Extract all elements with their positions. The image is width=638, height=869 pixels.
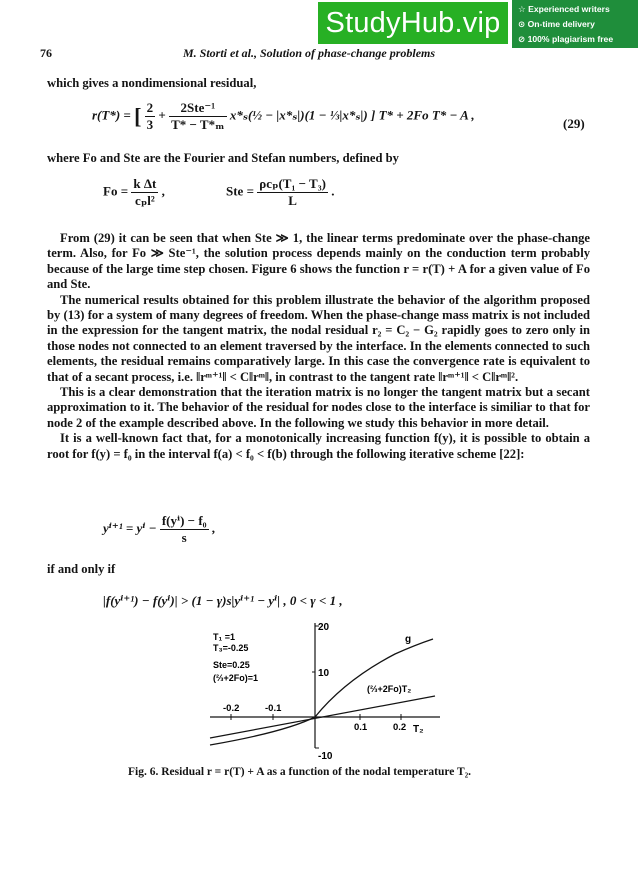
badge-delivery: ⊙ On-time delivery <box>518 19 595 29</box>
stefan-definition: Ste = $\frac{\text{ρcₚ(T₁ − T₃)}}{L}$ . <box>226 176 335 208</box>
x-tick-label-neg02: -0.2 <box>223 703 240 714</box>
eq29-lhs: r(T*) = <box>92 107 131 123</box>
badge-writers: ☆ Experienced writers <box>518 4 610 14</box>
param-t1: T₁ =1 <box>213 632 235 642</box>
paragraph-4: The numerical results obtained for this problem illustrate the behavior of the algorithm proposed by (13) for a system of many degrees of freedom. When the phase-change mass matrix is not included in the expression for the tangent matrix, the nodal residual r₂ = C₂ − G₂ rapidly goes to zero only in those nodes not connected to an element traversed by the interface. In the elements connected to such elements, the residual remains comparatively large. In this case the convergence rate is equivalent to that of a secant process, i.e. ‖rᵐ⁺¹‖ < C‖rᵐ‖, in contrast to the tangent rate ‖rᵐ⁺¹‖ < C‖rᵐ‖². <box>47 292 590 384</box>
convergence-condition: |f(yⁱ⁺¹) − f(yⁱ)| > (1 − γ)s|yⁱ⁺¹ − yⁱ| , 0 < γ < 1 , <box>103 593 343 608</box>
curve-label-g: g <box>405 634 412 645</box>
param-t3: T₃=-0.25 <box>213 643 249 653</box>
x-tick-label-01: 0.1 <box>354 722 368 733</box>
y-tick-label-20: 20 <box>318 622 330 633</box>
iteration-equation: yⁱ⁺¹ = yⁱ − $\frac{\text{f(yⁱ) − f₀}}{s}$ , <box>103 513 216 545</box>
equation-29: r(T*) = [ $\frac{2}{3}$ + $\frac{\text{2Ste⁻¹}}{\text{T* − T*ₘ}}$ x*ₛ(½ − |x*ₛ|)(1 − ⅓|x*ₛ|) ] T* + 2Fo T* − A , <box>92 100 475 132</box>
running-head: M. Storti et al., Solution of phase-change problems <box>183 46 436 60</box>
figure-caption: Fig. 6. Residual r = r(T) + A as a function of the nodal temperature T₂. <box>128 766 472 778</box>
y-tick-label-10: 10 <box>318 668 330 679</box>
badge-plagiarism: ⊘ 100% plagiarism free <box>518 34 614 44</box>
x-tick-label-neg01: -0.1 <box>265 703 282 714</box>
residual-figure <box>195 620 445 765</box>
x-axis-label: T₂ <box>413 724 424 735</box>
page-number: 76 <box>40 46 52 60</box>
paragraph-condition-intro: if and only if <box>47 562 116 576</box>
param-ste: Ste=0.25 <box>213 660 250 670</box>
y-tick-label-neg10: -10 <box>318 751 333 762</box>
paragraph-definitions-intro: where Fo and Ste are the Fourier and Stefan numbers, defined by <box>47 151 399 165</box>
equation-number: (29) <box>563 116 585 131</box>
bracket-open: [ <box>134 103 142 129</box>
x-tick-label-02: 0.2 <box>393 722 407 733</box>
feature-badges <box>512 0 638 48</box>
brand-logo[interactable]: StudyHub.vip <box>318 2 508 44</box>
body-text <box>47 231 590 462</box>
eq29-tail: x*ₛ(½ − |x*ₛ|)(1 − ⅓|x*ₛ|) ] T* + 2Fo T* − A , <box>229 107 475 123</box>
paragraph-3: From (29) it can be seen that when Ste ≫ 1, the linear terms predominate over the phase-change term. Also, for Fo ≫ Ste⁻¹, the solution process depends mainly on the conduction term probably because of the large time step chosen. Figure 6 shows the function r = r(T) + A for a given value of Fo and Ste. <box>47 231 590 292</box>
fourier-definition: Fo = $\frac{\text{k Δt}}{\text{cₚl²}}$ , <box>103 176 165 208</box>
line-label: (⅔+2Fo)T₂ <box>367 684 412 694</box>
paragraph-intro: which gives a nondimensional residual, <box>47 76 257 90</box>
fraction-ste: $\frac{\text{2Ste⁻¹}}{\text{T* − T*ₘ}}$ <box>171 100 225 132</box>
fraction-two-thirds: $\frac{2}{3}$ <box>146 100 154 132</box>
param-fo: (⅔+2Fo)=1 <box>213 673 259 683</box>
paragraph-6: It is a well-known fact that, for a monotonically increasing function f(y), it is possible to obtain a root for f(y) = f₀ in the interval f(a) < f₀ < f(b) through the following iterative scheme [22]: <box>47 431 590 461</box>
paragraph-5: This is a clear demonstration that the iteration matrix is no longer the tangent matrix but a secant approximation to it. The behavior of the residual for nodes close to the interface is similiar to that for node 2 of the example described above. In the following we study this behavior in more detail. <box>47 385 590 430</box>
